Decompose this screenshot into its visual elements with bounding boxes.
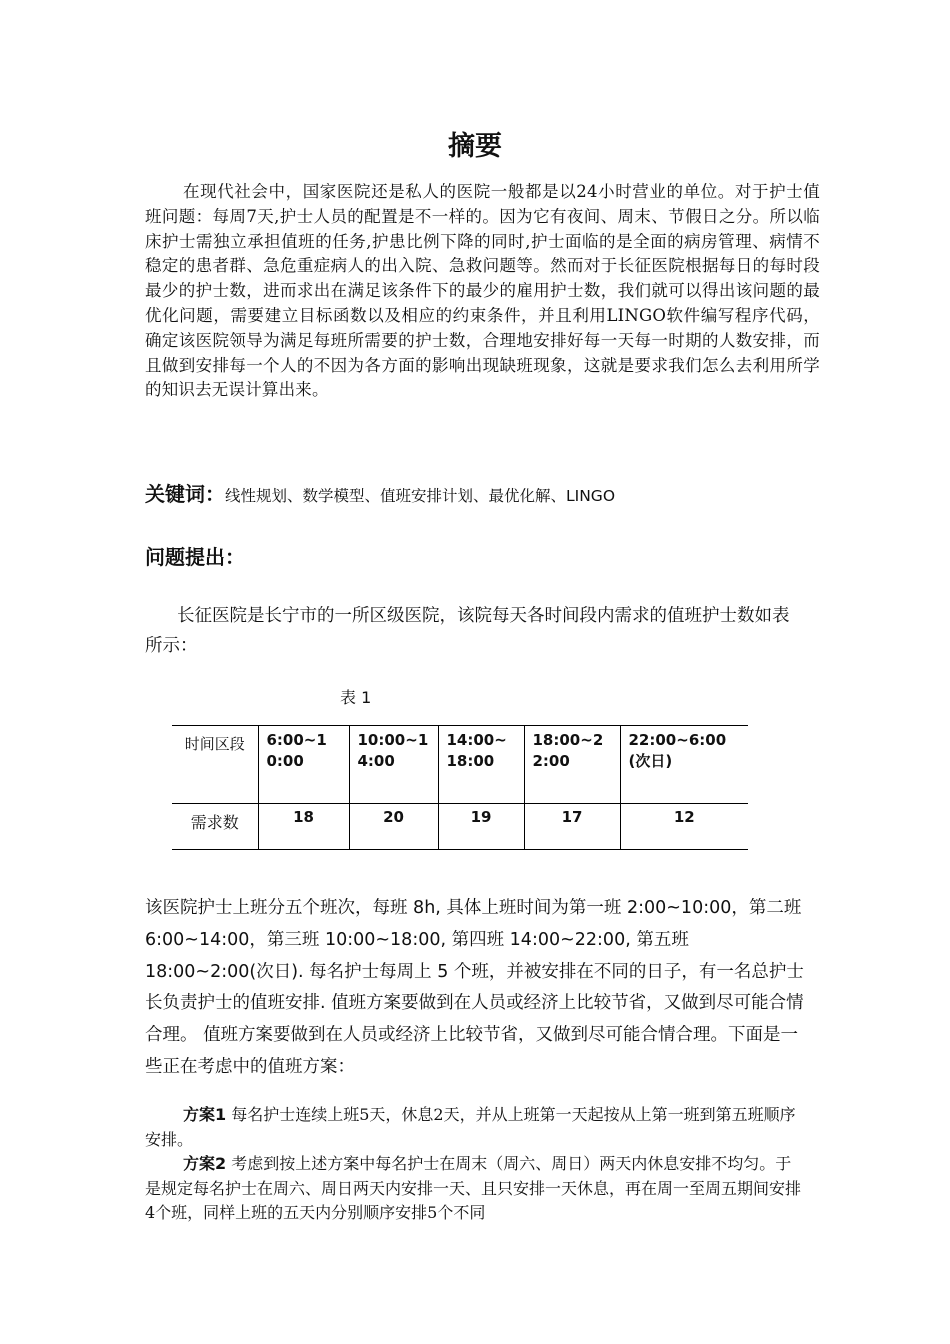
table-cell bbox=[172, 804, 258, 850]
table-header-cell bbox=[349, 726, 438, 804]
period-label: 22:00~6:00(次日) bbox=[628, 731, 727, 770]
plan-label: 方案2 bbox=[183, 1154, 227, 1173]
demand-value: 18 bbox=[293, 808, 314, 826]
keywords-label: 关键词： bbox=[145, 482, 225, 506]
problem-heading: 问题提出： bbox=[145, 545, 245, 569]
demand-value: 17 bbox=[561, 808, 583, 826]
intro-paragraph: 长征医院是长宁市的一所区级医院，该院每天各时间段内需求的值班护士数如表所示： bbox=[145, 606, 790, 656]
abstract-paragraph: 在现代社会中，国家医院还是私人的医院一般都是以24小时营业的单位。对于护士值班问题：每周7天,护士人员的配置是不一样的。因为它有夜间、周末、节假日之分。所以临床护士需独立承担值班的任务,护患比例下降的同时,护士面临的是全面的病房管理、病情不稳定的患者群、急危重症病人的出入院、急救问题等。然而对于长征医院根据每日的每时段最少的护士数，进而求出在满足该条件下的最少的雇用护士数，我们就可以得出该问题的最优化问题，需要建立目标函数以及相应的约束条件，并且利用LINGO软件编写程序代码，确定该医院领导为满足每班所需要的护士数，合理地安排好每一天每一时期的人数安排，而且做到安排每一个人的不因为各方面的影响出现缺班现象，这就是要求我们怎么去利用所学的知识去无误计算出来。 bbox=[145, 182, 820, 400]
plan-text: 考虑到按上述方案中每名护士在周末（周六、周日）两天内休息安排不均匀。于是规定每名护士在周六、周日两天内安排一天、且只安排一天休息，再在周一至周五期间安排4个班，同样上班的五天内分别顺序安排5个不同 bbox=[145, 1154, 802, 1222]
plan-paragraph bbox=[145, 1152, 805, 1226]
time-period-label: 时间区段 bbox=[184, 735, 245, 753]
page-title: 摘要 bbox=[448, 131, 502, 162]
table-cell bbox=[524, 804, 620, 850]
table-row bbox=[172, 804, 748, 850]
table-header-cell bbox=[258, 726, 349, 804]
period-label: 6:00~10:00 bbox=[266, 731, 327, 770]
shift-description-paragraph: 该医院护士上班分五个班次，每班 8h, 具体上班时间为第一班 2:00~10:00，第二班 6:00~14:00，第三班 10:00~18:00, 第四班 14:00~22:00, 第五班 18:00~2:00(次日). 每名护士每周上 5 个班，并被安排在不同的日子，有一名总护士长负责护士的值班安排. 值班方案要做到在人员或经济上比较节省，又做到尽可能合情合理。 值班方案要做到在人员或经济上比较节省，又做到尽可能合情合理。下面是一些正在考虑中的值班方案： bbox=[145, 898, 804, 1077]
demand-label: 需求数 bbox=[190, 813, 239, 832]
plan-label: 方案1 bbox=[183, 1105, 227, 1124]
plans-section bbox=[145, 1103, 805, 1226]
demand-value: 20 bbox=[383, 808, 404, 826]
period-label: 10:00~14:00 bbox=[357, 731, 429, 770]
keywords-line bbox=[145, 478, 845, 507]
table-cell bbox=[258, 804, 349, 850]
table-header-cell bbox=[524, 726, 620, 804]
table-header-cell bbox=[172, 726, 258, 804]
keywords-value: 线性规划、数学模型、值班安排计划、最优化解、LINGO bbox=[225, 487, 616, 505]
table-header-cell bbox=[438, 726, 524, 804]
demand-value: 12 bbox=[673, 808, 695, 826]
table-header-cell bbox=[620, 726, 748, 804]
table-cell bbox=[349, 804, 438, 850]
table-cell bbox=[620, 804, 748, 850]
table-caption: 表 1 bbox=[340, 688, 372, 707]
period-label: 18:00~22:00 bbox=[532, 731, 604, 770]
table-header-row bbox=[172, 726, 748, 804]
period-label: 14:00~18:00 bbox=[446, 731, 507, 770]
table-cell bbox=[438, 804, 524, 850]
demand-table bbox=[172, 725, 748, 850]
plan-paragraph bbox=[145, 1103, 805, 1152]
plan-text: 每名护士连续上班5天，休息2天，并从上班第一天起按从上第一班到第五班顺序安排。 bbox=[145, 1105, 796, 1149]
demand-value: 19 bbox=[470, 808, 492, 826]
